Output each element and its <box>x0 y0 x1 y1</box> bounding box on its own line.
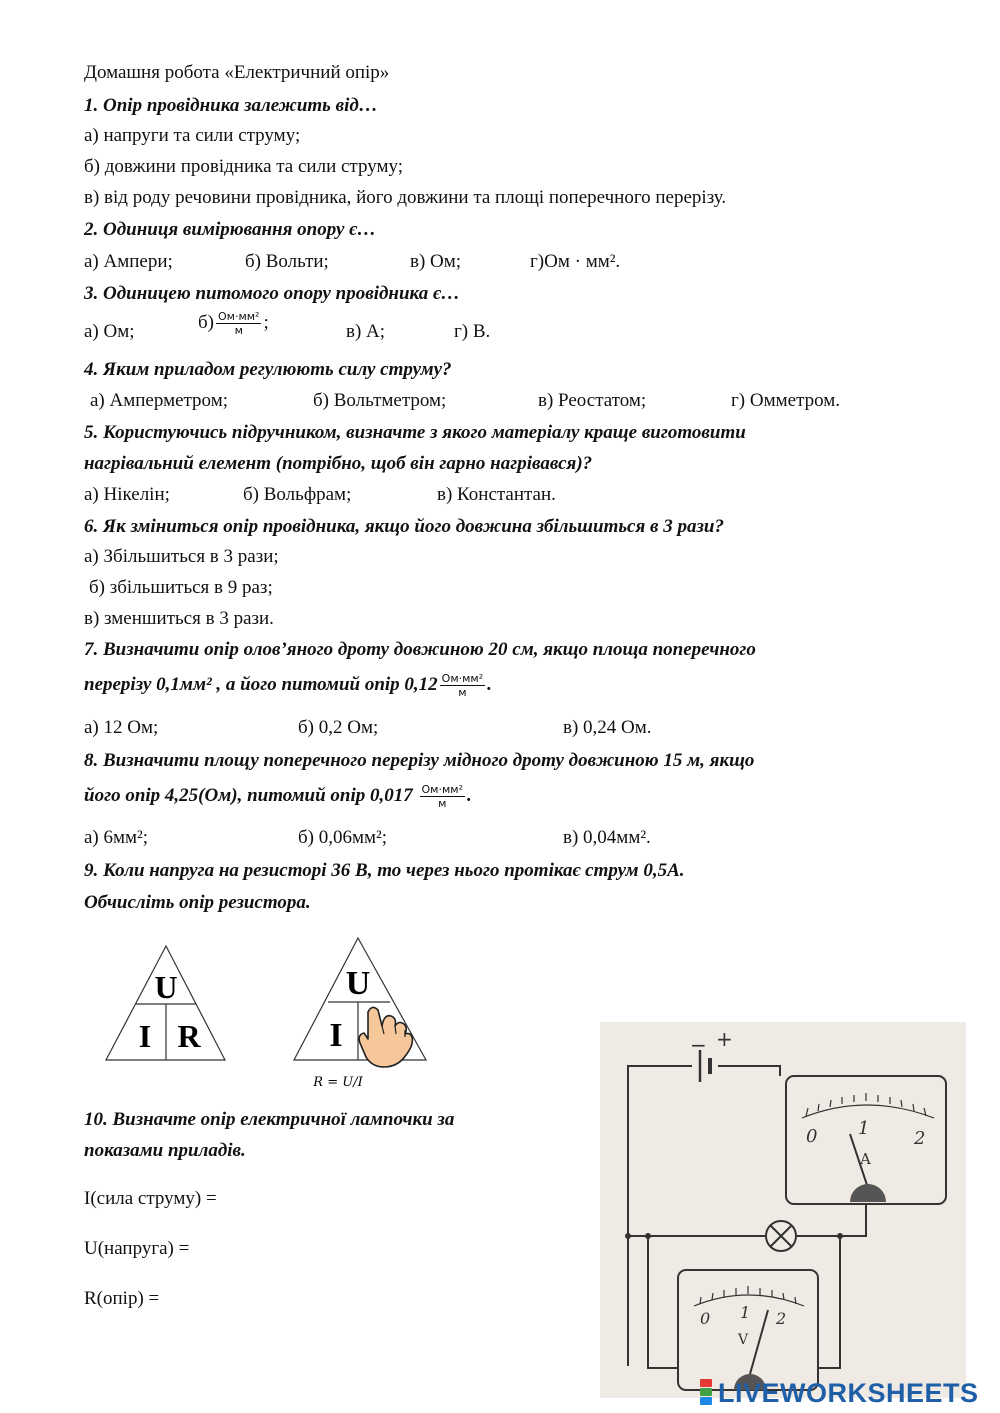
battery-plus: + <box>716 1027 733 1051</box>
liveworksheets-watermark <box>700 1378 979 1408</box>
voltage-answer-label: U(напруга) = <box>84 1238 190 1259</box>
q8-option-a: а) 6мм²; <box>84 827 149 848</box>
question-9-line-1: 9. Коли напруга на резисторі 36 В, то через нього протікає струм 0,5А. <box>84 860 685 881</box>
q3-option-c: в) А; <box>346 321 386 342</box>
question-4: 4. Яким приладом регулюють силу струму? <box>84 359 452 380</box>
q7-option-b: б) 0,2 Ом; <box>298 717 379 738</box>
circuit-diagram <box>600 1022 966 1398</box>
voltmeter-needle <box>750 1310 768 1374</box>
q7-fraction-numerator: Ом·мм² <box>441 672 484 685</box>
question-7-line-1: 7. Визначити опір олов’яного дроту довжиною 20 см, якщо площа поперечного <box>84 639 756 660</box>
q5-option-a: а) Нікелін; <box>84 484 170 505</box>
liveworksheets-logo-icon <box>700 1379 714 1407</box>
question-2: 2. Одиниця вимірювання опору є… <box>84 219 377 240</box>
q3-option-a: а) Ом; <box>84 321 135 342</box>
q8-line-2-end: . <box>466 784 472 806</box>
formula-r-equals-u-over-i: R = U/I <box>313 1075 363 1090</box>
q7-option-c: в) 0,24 Ом. <box>563 717 652 738</box>
voltmeter-unit: V <box>738 1332 749 1348</box>
uir-triangle-hand <box>292 934 430 1102</box>
q3-option-b-suffix: ; <box>263 311 269 333</box>
question-3: 3. Одиницею питомого опору провідника є… <box>84 283 460 304</box>
battery-minus: − <box>690 1033 707 1057</box>
question-6: 6. Як зміниться опір провідника, якщо його довжина збільшиться в 3 рази? <box>84 516 724 537</box>
question-9-line-2: Обчисліть опір резистора. <box>84 892 311 913</box>
voltmeter-right-wire <box>818 1236 840 1368</box>
q6-option-c: в) зменшиться в 3 рази. <box>84 608 274 629</box>
q3-option-d: г) В. <box>454 321 491 342</box>
ammeter-pivot <box>850 1184 886 1202</box>
voltmeter-left-wire <box>648 1236 678 1368</box>
q2-option-a: а) Ампери; <box>84 251 173 272</box>
ammeter-unit: A <box>860 1150 871 1168</box>
liveworksheets-text: LIVEWORKSHEETS <box>718 1377 979 1408</box>
q3-fraction <box>216 310 261 337</box>
q7-fraction-denominator: м <box>458 686 467 699</box>
circuit-top-wire <box>718 1066 780 1076</box>
question-10-line-2: показами приладів. <box>84 1140 246 1161</box>
triangle-r: R <box>177 1018 201 1054</box>
triangle-2-u: U <box>345 965 371 1002</box>
q4-option-c: в) Реостатом; <box>538 390 647 411</box>
question-8-line-2 <box>84 783 472 810</box>
question-5-line-1: 5. Користуючись підручником, визначте з якого матеріалу краще виготовити <box>84 422 746 443</box>
q8-option-c: в) 0,04мм². <box>563 827 651 848</box>
uir-triangle <box>103 940 229 1064</box>
q3-option-b <box>198 310 269 337</box>
q5-option-b: б) Вольфрам; <box>243 484 352 505</box>
voltmeter-scale-2: 2 <box>776 1309 787 1328</box>
triangle-u: U <box>154 969 178 1005</box>
q8-fraction-numerator: Ом·мм² <box>421 783 463 796</box>
q7-line-2-end: . <box>487 673 492 695</box>
page-title: Домашня робота «Електричний опір» <box>84 62 390 83</box>
q8-option-b: б) 0,06мм²; <box>298 827 388 848</box>
resistance-answer-label: R(опір) = <box>84 1288 160 1309</box>
question-10-line-1: 10. Визначте опір електричної лампочки за <box>84 1109 455 1130</box>
q7-fraction <box>440 672 485 699</box>
q2-option-b: б) Вольти; <box>245 251 329 272</box>
q3-fraction-numerator: Ом·мм² <box>218 310 260 323</box>
q1-option-a: а) напруги та сили струму; <box>84 125 301 146</box>
q8-fraction <box>420 783 465 810</box>
q4-option-a: а) Амперметром; <box>90 390 229 411</box>
q3-option-b-prefix: б) <box>198 311 214 333</box>
q1-option-b: б) довжини провідника та сили струму; <box>84 156 404 177</box>
q4-option-b: б) Вольтметром; <box>313 390 447 411</box>
triangle-2-i: I <box>329 1017 343 1054</box>
question-8-line-1: 8. Визначити площу поперечного перерізу мідного дроту довжиною 15 м, якщо <box>84 750 755 771</box>
ammeter-scale-2: 2 <box>914 1128 926 1149</box>
q6-option-b: б) збільшиться в 9 раз; <box>89 577 273 598</box>
voltmeter-scale-1: 1 <box>740 1303 751 1322</box>
triangle-i: I <box>138 1018 152 1054</box>
q6-option-a: а) Збільшиться в 3 рази; <box>84 546 279 567</box>
voltmeter-scale-0: 0 <box>700 1309 711 1328</box>
q3-fraction-denominator: м <box>234 324 243 337</box>
q2-option-d: г)Ом · мм². <box>530 251 621 272</box>
q7-option-a: а) 12 Ом; <box>84 717 159 738</box>
q1-option-c: в) від роду речовини провідника, його довжини та площі поперечного перерізу. <box>84 187 727 208</box>
current-answer-label: I(сила струму) = <box>84 1188 217 1209</box>
q4-option-d: г) Омметром. <box>731 390 841 411</box>
ammeter-scale-1: 1 <box>858 1118 870 1139</box>
q2-option-c: в) Ом; <box>410 251 462 272</box>
question-1: 1. Опір провідника залежить від… <box>84 95 378 116</box>
q7-line-2-text: перерізу 0,1мм² , а його питомий опір 0,12 <box>84 673 438 695</box>
ammeter-scale-arc <box>802 1105 934 1118</box>
question-5-line-2: нагрівальний елемент (потрібно, щоб він гарно нагрівався)? <box>84 453 593 474</box>
q8-fraction-denominator: м <box>438 797 447 810</box>
question-7-line-2 <box>84 672 492 699</box>
circuit-left-wire <box>628 1066 692 1366</box>
ammeter-lower-wire <box>796 1204 866 1236</box>
circuit-photo <box>600 1022 966 1398</box>
q8-line-2-text: його опір 4,25(Ом), питомий опір 0,017 <box>84 784 413 806</box>
q5-option-c: в) Константан. <box>437 484 556 505</box>
ammeter-scale-0: 0 <box>806 1126 818 1147</box>
